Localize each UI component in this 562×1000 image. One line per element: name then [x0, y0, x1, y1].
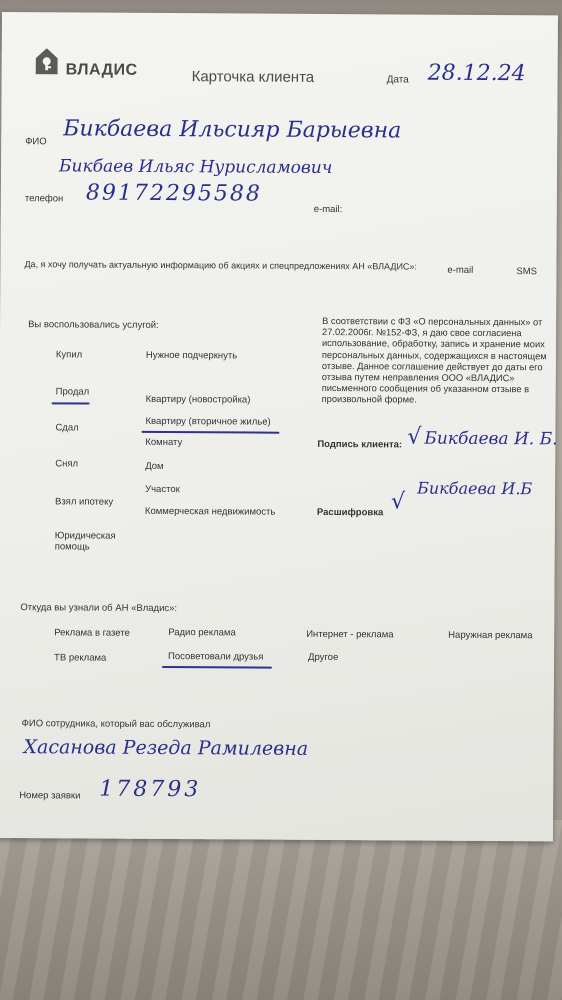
source-heading: Откуда вы узнали об АН «Владис»: [20, 602, 178, 615]
service-object-commercial: Коммерческая недвижимость [144, 505, 276, 518]
service-action-rented-out: Сдал [55, 422, 79, 434]
brand-name: ВЛАДИС [65, 61, 138, 79]
fio-label: ФИО [25, 136, 47, 148]
service-action-rented: Снял [55, 458, 79, 470]
background-fabric [0, 820, 562, 1000]
source-friends: Посоветовали друзья [168, 651, 264, 663]
employee-value: Хасанова Резеда Рамилевна [23, 736, 309, 760]
service-object-new-flat: Квартиру (новостройка) [145, 393, 251, 406]
date-label: Дата [386, 74, 409, 86]
subscription-email-option: e-mail [447, 264, 474, 276]
service-action-legal: Юридическая помощь [54, 530, 116, 553]
date-value: 28.12.24 [427, 60, 526, 87]
source-internet: Интернет - реклама [306, 628, 394, 641]
source-other: Другое [308, 651, 339, 664]
employee-label: ФИО сотрудника, который вас обслуживал [21, 718, 211, 731]
service-object-secondary-flat: Квартиру (вторичное жилье) [145, 415, 271, 428]
service-action-bought: Купил [55, 349, 83, 361]
services-heading: Вы воспользовались услугой: [28, 319, 159, 331]
underline-friends [162, 666, 272, 668]
subscription-text: Да, я хочу получать актуальную информацию об акциях и спецпредложениях АН «ВЛАДИС»: [24, 259, 417, 272]
decode-label: Расшифровка [316, 506, 384, 519]
services-hint: Нужное подчеркнуть [145, 349, 238, 362]
source-radio: Радио реклама [168, 627, 236, 639]
phone-label: телефон [24, 193, 64, 205]
decode-value: Бикбаева И.Б [417, 478, 533, 499]
source-tv: ТВ реклама [54, 652, 107, 664]
underline-secondary-flat [141, 431, 279, 433]
service-object-room: Комнату [145, 436, 183, 449]
decode-check-mark: √ [390, 489, 406, 515]
client-card-sheet [0, 12, 558, 841]
service-action-mortgage: Взял ипотеку [54, 496, 114, 508]
request-value: 178793 [99, 776, 202, 803]
email-label: e-mail: [313, 203, 343, 216]
subscription-sms-option: SMS [516, 266, 538, 278]
source-newspaper: Реклама в газете [54, 627, 130, 639]
underline-sold [52, 402, 90, 404]
service-object-house: Дом [145, 460, 164, 472]
source-outdoor: Наружная реклама [448, 629, 533, 642]
phone-value: 89172295588 [85, 180, 262, 207]
request-label: Номер заявки [19, 790, 81, 802]
service-action-sold: Продал [55, 386, 90, 398]
house-key-logo-icon [36, 48, 58, 74]
card-title: Карточка клиента [191, 68, 315, 86]
fio-value-secondary: Бикбаев Ильяс Нурисламович [58, 156, 333, 179]
service-object-land: Участок [145, 483, 180, 496]
signature-check-mark: √ [407, 424, 422, 450]
signature-value: Бикбаева И. Б. [424, 428, 558, 450]
consent-text: В соответствии с ФЗ «О персональных данных» от 27.02.2006г. №152-ФЗ, я даю свое согласиена использование, обработку, запись и хранение моих персональных данных, содержащихся в настоящем отзыве. Данное соглашение действует до даты его отзыва путем неправления ООО «ВЛАДИС» письменного сообщения об указанном отзыве в произвольной форме. [321, 315, 547, 405]
signature-label: Подпись клиента: [317, 438, 403, 451]
fio-value-primary: Бикбаева Ильсияр Барыевна [63, 116, 402, 144]
